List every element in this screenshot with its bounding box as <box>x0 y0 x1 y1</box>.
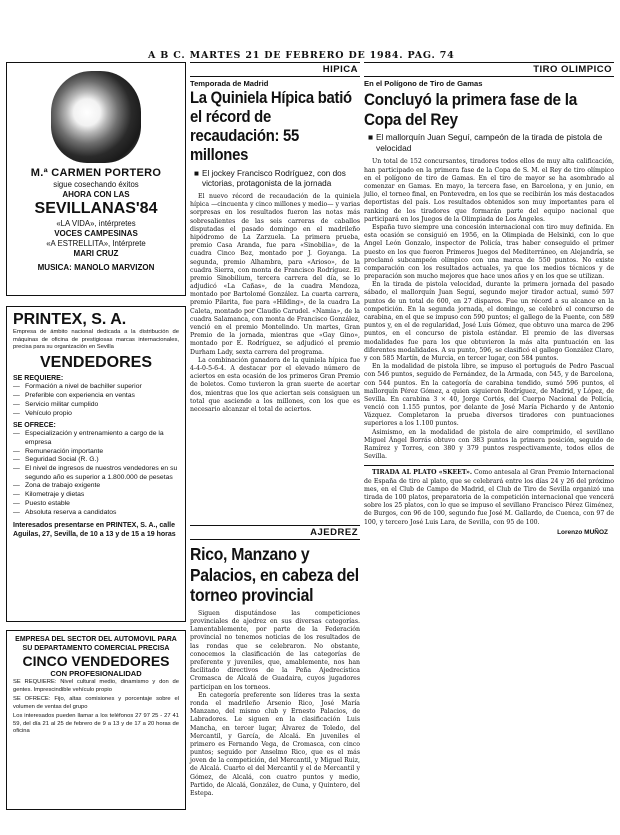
ad-auto-title: CINCO VENDEDORES <box>22 653 170 670</box>
ad-printex-intro: Empresa de ámbito nacional dedicada a la distribución de máquinas de oficina de prestigiosas marcas internacionales, precisa para su organización en Sevilla <box>13 329 179 351</box>
left-column <box>6 62 186 822</box>
tiro-paragraph: En la modalidad de pistola libre, se impuso el portugués de Pedro Pascual con 546 puntos, seguido de Fernández, de la Armada, con 545, y de Barcelona, con 544 puntos. En la categoría de carabina tendido, sumó 596 puntos, el mallorquín Pérez Gómez, a quien siguieron Rodríguez, de Madrid, y López, de Sevilla. En carabina 3 × 40, Jorge Cortés, del Cuerpo Nacional de Policía, venció con 1.155 puntos, por delante de José María Pichardo y de Antonio Vázquez. Completaron la prueba diversos tiradores con puntuaciones superiores a los 1.100 puntos. <box>364 363 614 428</box>
requirement-item: — Preferible con experiencia en ventas <box>13 392 135 400</box>
offer-item: — Seguridad Social (R. G.) <box>13 456 99 464</box>
hipica-deck: ■ El jockey Francisco Rodríguez, con dos victorias, protagonista de la jornada <box>194 168 346 188</box>
page-header: A B C. MARTES 21 DE FEBRERO DE 1984. PAG. 74 <box>148 50 455 61</box>
right-column <box>364 62 614 822</box>
ad-printex-offer-label: SE OFRECE: <box>13 422 56 430</box>
offer-item: — Remuneración importante <box>13 447 104 455</box>
divider <box>364 465 614 466</box>
ad-carmen-portero <box>6 62 186 296</box>
section-rule <box>364 76 614 77</box>
offer-item: — Especialización y entrenamiento a cargo de la empresa <box>13 430 164 446</box>
ajedrez-section <box>190 525 360 798</box>
ad-carmen-line3: «LA VIDA», intérpretes <box>56 218 136 228</box>
hipica-paragraph: El nuevo récord de recaudación de la quiniela hípica —cincuenta y cinco millones y medio— y varias sorpresas en los resultados fueron las notas más sobresalientes de las seis carreras de caballos disputadas el pasado domingo en el madrileño hipódromo de La Zarzuela. La primera prueba, premio Casa Aranda, fue para «Sinobilia», de la cuadra Cinco Bez, montado por J. Goyanga. La segunda, premio Alhambra, para «Arioso», de la cuadra Sierra, con monta de Francisco Rodríguez. El premio Sinobilium, tercera carrera del día, se lo adjudicó «La Cañas», de la cuadra Mendoza, montado por Bartolomé González. La cuarta carrera, premio Pilarita, fue para «Hilding», de la cuadra La Caleta, montado por Claudio Carudel. «Namia», de la cuadra Salamanca, con monta de Francisco González, venció en el premio Montelindo. Un martes, Gran Premio de la jornada, mientras que «Gay Gino», montado por E. Rodríguez, se adjudicó el premio Durham Lady, sexta carrera del programa. <box>190 193 360 356</box>
ad-carmen-line2: AHORA CON LAS <box>62 189 130 199</box>
section-hipica: HIPICA <box>322 64 358 75</box>
ad-carmen-line5: «A ESTRELLITA», Intérprete <box>46 239 146 249</box>
ad-automovil <box>6 630 186 810</box>
ajedrez-paragraph: En categoría preferente son líderes tras la sexta ronda el madrileño Arsenio Rico, José María Manzano, del mismo club y Ernesto Palacios, de Labradores. Le siguen en la clasificación Luis Mancha, en tercer lugar, Álvarez de Toledo, del Mercantil, y García, de Alcalá. En juveniles el primero es Fernando Vega, de Cromasca, con cinco puntos; seguido por Anselmo Rico, que es el más joven de la competición, del Mercantil, y Miguel Ruiz, de Alcalá. Cuarto el del Mercantil y el de Mercantil y Gómez, de Alcalá, con cuatro puntos y medio, Partido, de Alcalá, González, de Cuna, y Quintero, del Estepa. <box>190 691 360 798</box>
bullet-icon: ■ <box>194 168 199 178</box>
tiro-paragraph: España tuvo siempre una concesión internacional con tiro muy definida. En esta ocasión se consiguió en 1956, en la Olimpiada de Helsinki, con lo que Angel León Gonzalo, inspector de Policía, tras haber conseguido el primer puesto en los que fueron Primeros Juegos del Mediterráneo, en Alejandría, se proclamó subcampeón olímpico con una marca de 550 puntos. No existe comparación con los resultados actuales, ya que los medios técnicos y de preparación son mucho mejores que hace unos años y en los que se utilizan. <box>364 223 614 281</box>
ad-carmen-title: SEVILLANAS'84 <box>34 200 158 218</box>
ad-auto-contact: Los interesados pueden llamar a los teléfonos 27 97 25 - 27 41 59, del día 21 al 25 de febrero de 9 a 13 y de 17 a 20 horas de oficina <box>13 713 179 735</box>
tiro-kicker: En el Polígono de Tiro de Gamas <box>364 79 483 88</box>
tiro-headline: Concluyó la primera fase de la Copa del Rey <box>364 90 577 129</box>
middle-column <box>190 62 360 822</box>
offer-item: — Kilometraje y dietas <box>13 491 85 499</box>
ad-printex-title: VENDEDORES <box>39 353 153 371</box>
tiro-plato-text: Como antesala al Gran Premio Internacional de España de tiro al plato, que se celebrará entre los días 24 y 26 del próximo mes, en el Club de Campo de Madrid, el Club de Tiro de Sevilla organizó una tirada de 100 platos, preparatoria de la competición internacional que vencerá sobre los 25 platos, con lo que se impuso el sevillano Francisco Pérez Giménez, de Burgos, con 96 de 100, segundo fue José M. Gallardo, de Cuenca, con 97 de 100, y tercero José Luis Lara, de Sevilla, con 95 de 100. <box>364 469 614 526</box>
ad-printex-require-label: SE REQUIERE: <box>13 375 64 383</box>
bullet-icon: ■ <box>368 132 374 143</box>
ajedrez-headline: Rico, Manzano y Palacios, en cabeza del torneo provincial <box>190 544 359 606</box>
section-ajedrez: AJEDREZ <box>310 527 358 538</box>
hipica-kicker: Temporada de Madrid <box>190 79 269 88</box>
requirement-item: — Formación a nivel de bachiller superior <box>13 383 142 391</box>
offer-item: — Absoluta reserva a candidatos <box>13 508 117 516</box>
ad-carmen-line7: MUSICA: MANOLO MARVIZON <box>37 262 155 272</box>
tiro-plato <box>364 469 614 526</box>
requirement-item: — Servicio militar cumplido <box>13 400 99 408</box>
singer-photo <box>51 71 141 163</box>
ad-printex <box>6 306 186 622</box>
ad-carmen-line6: MARI CRUZ <box>73 249 119 259</box>
tiro-paragraph: Un total de 152 concursantes, tiradores todos ellos de muy alta calificación, han participado en la primera fase de la Copa de S. M. el Rey de tiro olímpico en el polígono de tiro de Gamas. En el tiro de mayor se ha asombrado al comenzar en Gamas. En mayo, la tercera fase, en Barcelona, y en junio, en julio, el torneo final, en Pontevedra, en los que se recibirán los más destacados deportistas del país. Los resultados obtenidos son muy importantes para el ranking de los tiradores que formarán parte del equipo nacional que participará en los Juegos de la Olimpiada de Los Ángeles. <box>364 158 614 223</box>
ad-carmen-line4: VOCES CAMPESINAS <box>54 228 138 238</box>
tiro-plato-title: TIRADA AL PLATO «SKEET». <box>372 469 473 477</box>
section-rule <box>190 539 360 540</box>
tiro-paragraph: En la tirada de pistola velocidad, durante la primera jornada del pasado sábado, el mallorquín Juan Seguí, segundo mejor tirador actual, sumó 597 puntos de un total de 600, en 27 disparos. Fue un récord a su alcance en la competición. En la segunda jornada, el domingo, se celebró el concurso de carabina, en el que se impuso con 590 puntos; el gallego de la Fuente, con 589 puntos y, en el de regularidad, José Luis Gómez, que obtuvo una marca de 296 puntos, en el concurso de pistola estándar. El premio de las diversas modalidades fue para los que obtuvieron la más alta puntuación en las diferentes modalidades. A su punto, 596, se clasificó el gallego González Claro, y con 585 Martín, de Murcia, en tercer lugar, con 584 puntos. <box>364 281 614 362</box>
tiro-deck: ■ El mallorquín Juan Seguí, campeón de la tirada de pistola de velocidad <box>368 132 603 153</box>
ad-auto-intro: EMPRESA DEL SECTOR DEL AUTOMOVIL PARA SU DEPARTAMENTO COMERCIAL PRECISA <box>15 636 177 653</box>
ad-printex-company: PRINTEX, S. A. <box>13 311 127 328</box>
ajedrez-paragraph: Siguen disputándose las competiciones provinciales de ajedrez en sus diversas categorías. Lamentablemente, por parte de la Federación provincial no tenemos noticias de los resultados de las rondas que se celebraron. No obstante, conocemos la clasificación de las categorías de preferente y juveniles, que, amablemente, nos han facilitado directivos de la Peña Ajedrecística Cromasca de Alcalá de Guadaira, cuyos jugadores participan en los torneos. <box>190 609 360 691</box>
ad-printex-contact: Interesados presentarse en PRINTEX, S. A., calle Aguilas, 27, Sevilla, de 10 a 13 y de 15 a 19 horas <box>13 522 176 539</box>
ad-auto-subtitle: CON PROFESIONALIDAD <box>50 669 142 679</box>
section-tiro: TIRO OLIMPICO <box>533 64 612 75</box>
hipica-headline: La Quiniela Hípica batió el récord de recaudación: 55 millones <box>190 89 352 165</box>
author-signature: Lorenzo MUÑOZ <box>557 528 608 536</box>
section-rule <box>190 76 360 77</box>
hipica-paragraph: La combinación ganadora de la quiniela hípica fue 4-4-0-5-6-4. A destacar por el elevado número de aciertos en esta ocasión de los primeros Gran Premio de boletos. Como tuvieron la gran suerte de acertar dos, mientras que los que aciertan seis consiguen un total que asciende a los millones, con los que es necesario alcanzar el total de aciertos. <box>190 356 360 413</box>
offer-item: — Zona de trabajo exigente <box>13 482 101 490</box>
ad-auto-require: SE REQUIERE: Nivel cultural medio, dinamismo y don de gentes. Imprescindible vehículo propio <box>13 679 179 693</box>
offer-item: — El nivel de ingresos de nuestros vendedores en su segundo año es superior a 1.800.000 de pesetas <box>13 465 178 481</box>
ad-carmen-line1: sigue cosechando éxitos <box>53 179 139 189</box>
offer-item: — Puesto estable <box>13 499 70 507</box>
ad-carmen-name: M.ª CARMEN PORTERO <box>30 167 162 179</box>
tiro-paragraph: Asimismo, en la modalidad de pistola de aire comprimido, el sevillano Miguel Ángel Borrás obtuvo con 383 puntos la primera posición, seguido de Ramírez y Torres, con 380 y 379 puntos respectivamente, todos ellos de Sevilla. <box>364 428 614 461</box>
requirement-item: — Vehículo propio <box>13 409 72 417</box>
ad-auto-offer: SE OFRECE: Fijo, altas comisiones y porcentaje sobre el volumen de ventas del grupo <box>13 696 179 710</box>
